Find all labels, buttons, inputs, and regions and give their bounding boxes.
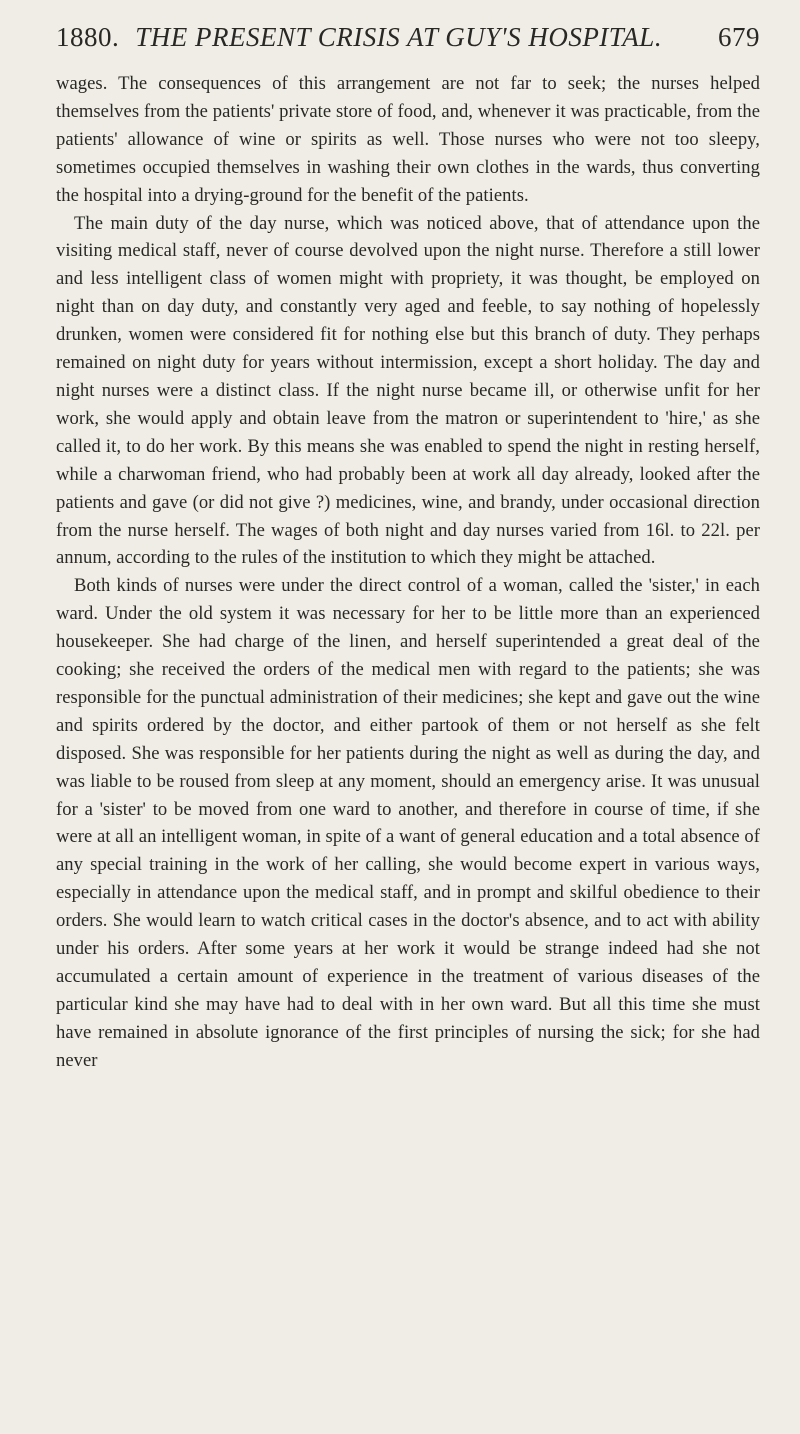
running-head (56, 22, 760, 62)
paragraph-2: The main duty of the day nurse, which was noticed above, that of attendance upon the visiting medical staff, never of course devolved upon the night nurse. Therefore a still lower and less intelligent class of women might with propriety, it was thought, be employed on night than on day duty, and constantly very aged and feeble, to say nothing of hopelessly drunken, women were considered fit for nothing else but this branch of duty. They perhaps remained on night duty for years without intermission, except a short holiday. The day and night nurses were a distinct class. If the night nurse became ill, or otherwise unfit for her work, she would apply and obtain leave from the matron or superintendent to 'hire,' as she called it, to do her work. By this means she was enabled to spend the night in resting herself, while a charwoman friend, who had probably been at work all day already, looked after the patients and gave (or did not give ?) medicines, wine, and brandy, under occasional direction from the nurse herself. The wages of both night and day nurses varied from 16l. to 22l. per annum, according to the rules of the institution to which they might be attached. (56, 212, 760, 569)
body-text (56, 70, 760, 1075)
paragraph-1: wages. The consequences of this arrangement are not far to seek; the nurses helped themselves from the patients' private store of food, and, whenever it was practicable, from the patients' allowance of wine or spirits as well. Those nurses who were not too sleepy, sometimes occupied themselves in washing their own clothes in the wards, thus converting the hospital into a drying-ground for the benefit of the patients. (56, 73, 760, 206)
header-title: THE PRESENT CRISIS AT GUY'S HOSPITAL. (135, 22, 663, 52)
page-number: 679 (718, 22, 760, 52)
paragraph-3: Both kinds of nurses were under the direct control of a woman, called the 'sister,' in each ward. Under the old system it was necessary for her to be little more than an experienced housekeeper. She had charge of the linen, and herself superintended a great deal of the cooking; she received the orders of the medical men with regard to the patients; she was responsible for the punctual administration of their medicines; she kept and gave out the wine and spirits ordered by the doctor, and either partook of them or not herself as she felt disposed. She was responsible for her patients during the night as well as during the day, and was liable to be roused from sleep at any moment, should an emergency arise. It was unusual for a 'sister' to be moved from one ward to another, and therefore in course of time, if she were at all an intelligent woman, in spite of a want of general education and a total absence of any special training in the work of her calling, she would become expert in various ways, especially in attendance upon the medical staff, and in prompt and skilful obedience to their orders. She would learn to watch critical cases in the doctor's absence, and to act with ability under his orders. After some years at her work it would be strange indeed had she not accumulated a certain amount of experience in the treatment of various diseases of the particular kind she may have had to deal with in her own ward. But all this time she must have remained in absolute ignorance of the first principles of nursing the sick; for she had never (56, 575, 760, 1071)
header-year: 1880. (56, 22, 120, 52)
